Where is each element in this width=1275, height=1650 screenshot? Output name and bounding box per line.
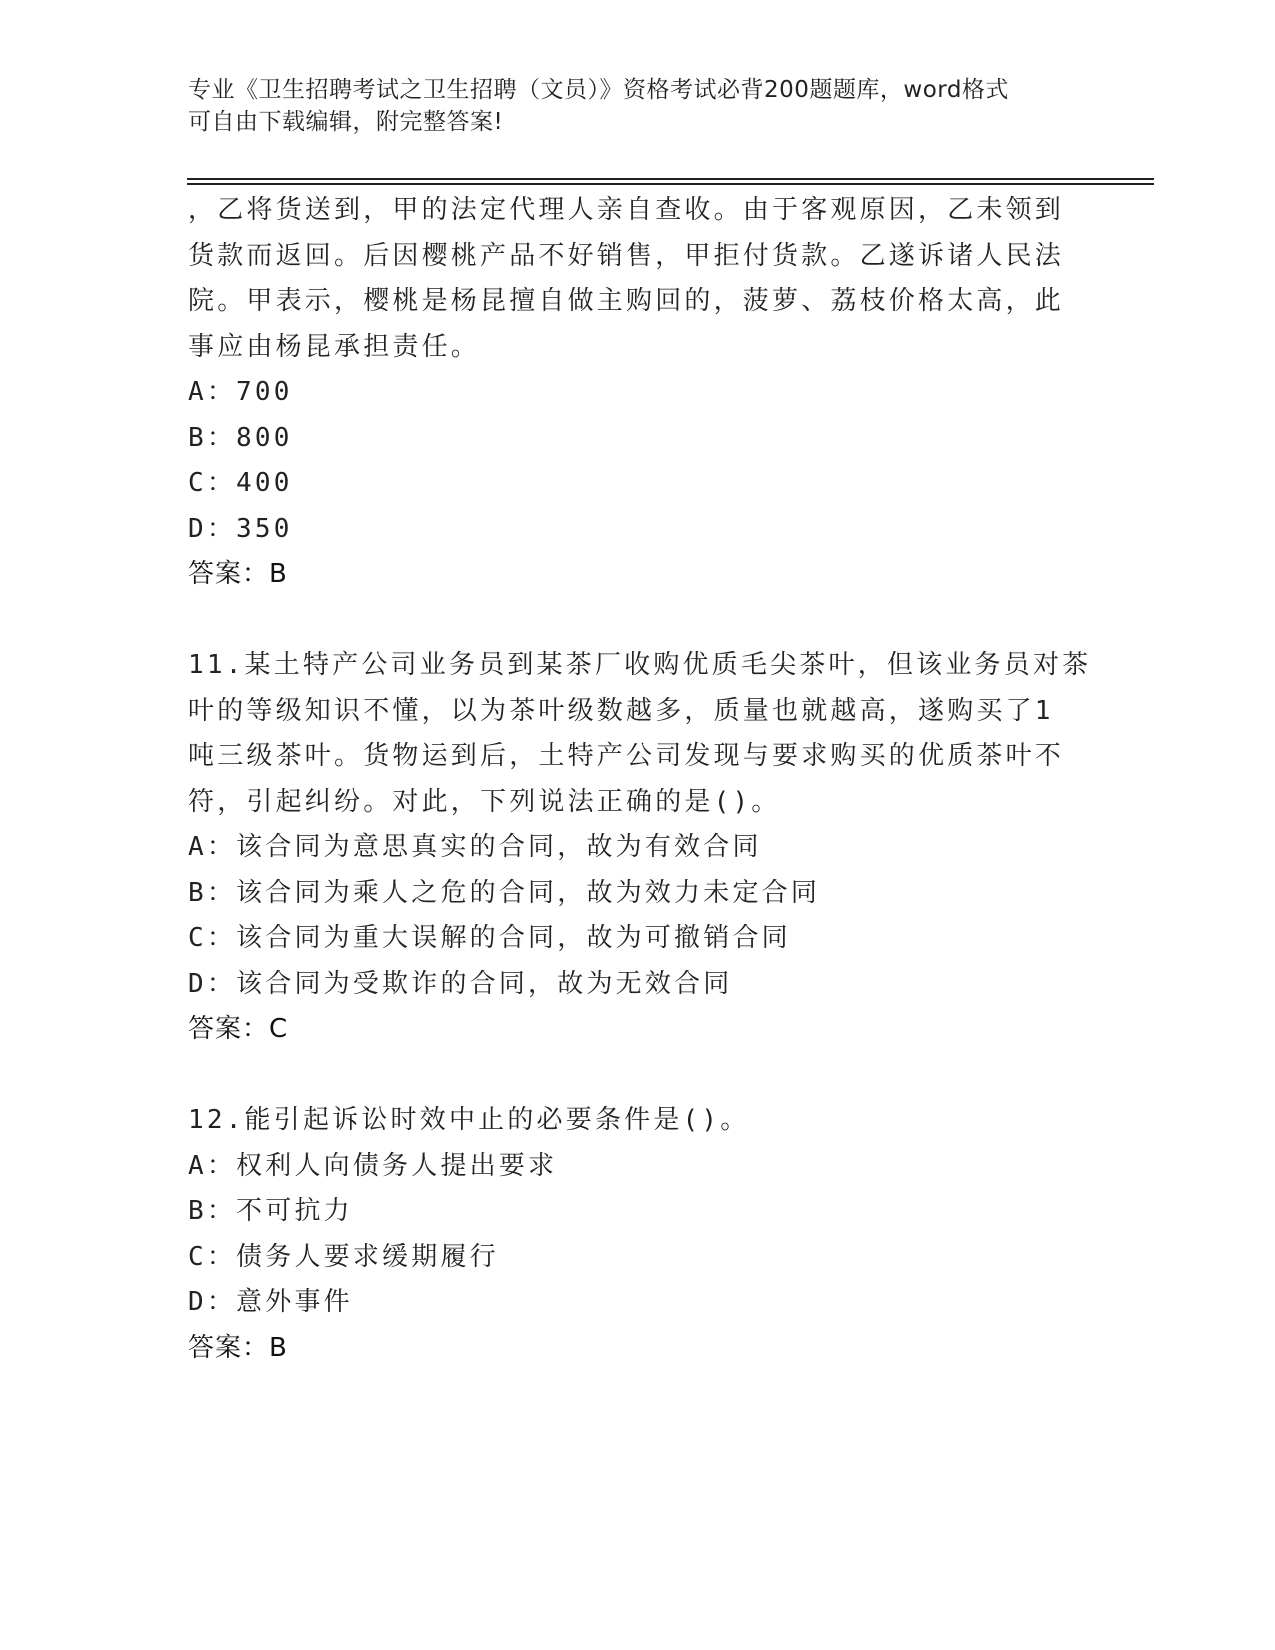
question-stem-line: 叶的等级知识不懂，以为茶叶级数越多，质量也就越高，遂购买了1 xyxy=(188,695,1054,726)
spacer xyxy=(188,598,1088,644)
question-stem-line: 吨三级茶叶。货物运到后，土特产公司发现与要求购买的优质茶叶不 xyxy=(188,741,1065,771)
answer-label: 答案：B xyxy=(188,559,288,589)
answer-label: 答案：B xyxy=(188,1332,288,1363)
question-stem-line: 符，引起纠纷。对此，下列说法正确的是()。 xyxy=(188,786,781,817)
option-b: B：不可抗力 xyxy=(188,1196,353,1226)
spacer xyxy=(188,1053,1088,1099)
header-divider-bottom xyxy=(187,183,1154,185)
question-stem xyxy=(188,188,1088,370)
option-d: D：该合同为受欺诈的合同，故为无效合同 xyxy=(188,968,733,999)
option-b: B：800 xyxy=(188,422,293,453)
option-b: B：该合同为乘人之危的合同，故为效力未定合同 xyxy=(188,877,821,908)
question-11 xyxy=(188,643,1092,1053)
question-stem-line: 货款而返回。后因樱桃产品不好销售，甲拒付货款。乙遂诉诸人民法 xyxy=(188,240,1065,271)
question-stem-line: 11.某土特产公司业务员到某茶厂收购优质毛尖茶叶，但该业务员对茶 xyxy=(188,650,1092,680)
option-d: D：350 xyxy=(188,513,293,544)
header-title-line-2: 可自由下载编辑，附完整答案! xyxy=(188,109,504,135)
option-a: A：700 xyxy=(188,377,293,407)
question-stem-line: 12.能引起诉讼时效中止的必要条件是()。 xyxy=(188,1105,750,1135)
document-body xyxy=(188,188,1092,1371)
option-a: A：权利人向债务人提出要求 xyxy=(188,1150,558,1181)
option-c: C：该合同为重大误解的合同，故为可撤销合同 xyxy=(188,923,791,953)
question-stem-line: 院。甲表示，樱桃是杨昆擅自做主购回的，菠萝、荔枝价格太高，此 xyxy=(188,286,1065,316)
document-header xyxy=(188,74,1088,138)
option-c: C：400 xyxy=(188,468,293,498)
question-stem xyxy=(188,643,1092,825)
option-a: A：该合同为意思真实的合同，故为有效合同 xyxy=(188,832,762,862)
option-c: C：债务人要求缓期履行 xyxy=(188,1241,499,1272)
question-stem xyxy=(188,1098,1088,1144)
header-title-line-1: 专业《卫生招聘考试之卫生招聘（文员）》资格考试必背200题题库，word格式 xyxy=(188,77,1009,103)
question-stem-line: ，乙将货送到，甲的法定代理人亲自查收。由于客观原因，乙未领到 xyxy=(188,195,1065,225)
question-12 xyxy=(188,1098,1088,1371)
question-continued xyxy=(188,188,1088,598)
answer-label: 答案：C xyxy=(188,1014,289,1044)
option-d: D：意外事件 xyxy=(188,1287,353,1317)
header-divider-top xyxy=(187,178,1154,180)
question-stem-line: 事应由杨昆承担责任。 xyxy=(188,331,481,362)
